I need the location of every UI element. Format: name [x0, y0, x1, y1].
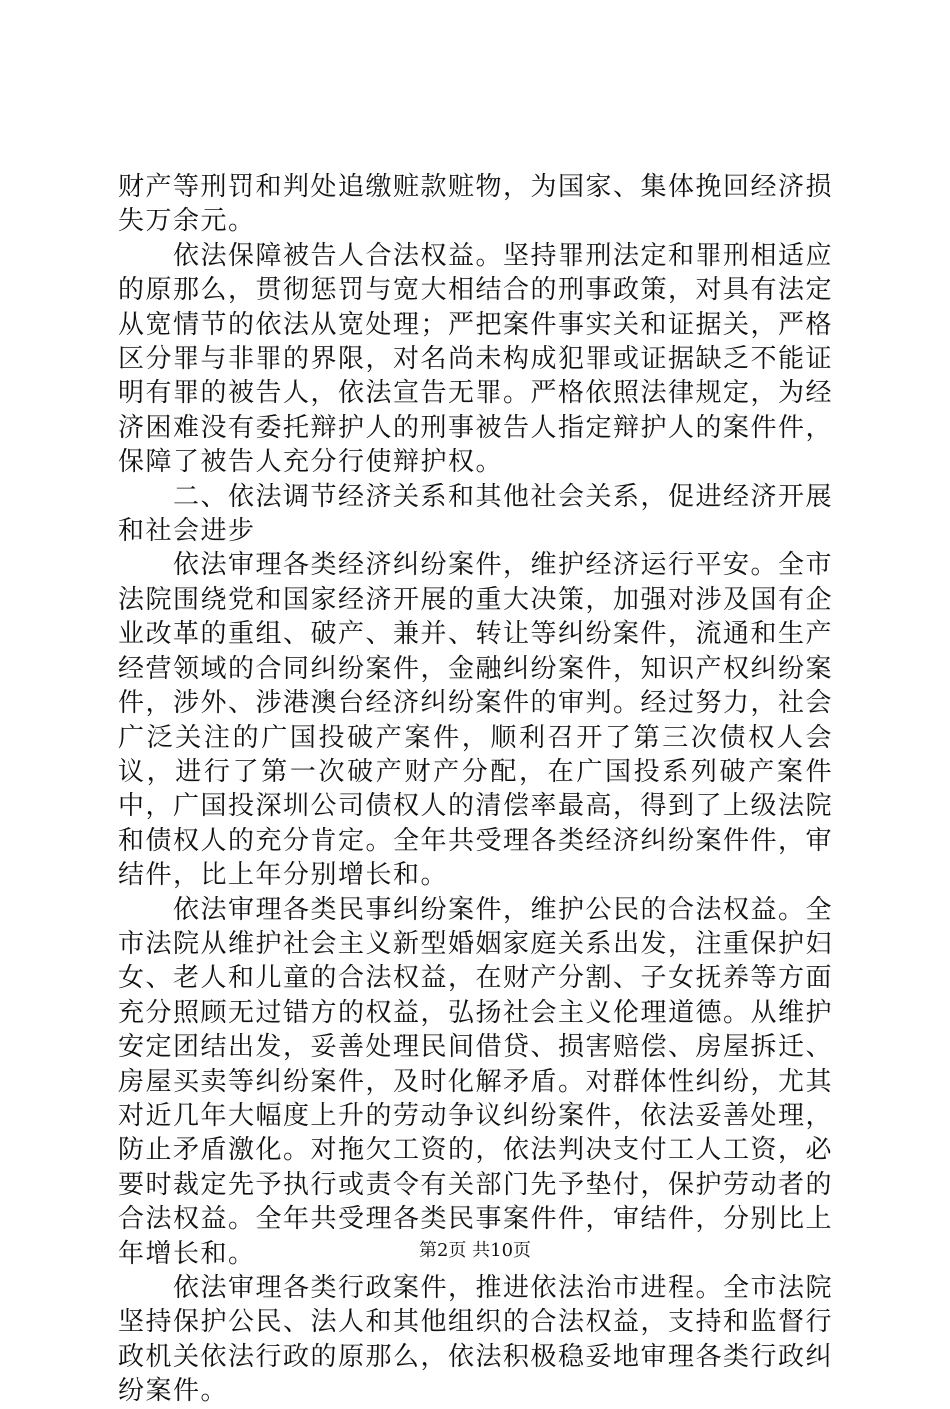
- paragraph-6: 依法审理各类行政案件，推进依法治市进程。全市法院坚持保护公民、法人和其他组织的合法权益，支持和监督行政机关依法行政的原那么，依法积极稳妥地审理各类行政纠纷案件。: [118, 1273, 834, 1407]
- paragraph-1: 财产等刑罚和判处追缴赃款赃物，为国家、集体挽回经济损失万余元。: [118, 172, 834, 237]
- page-number: 第2页 共10页: [418, 1240, 532, 1261]
- document-body: [118, 170, 833, 1409]
- paragraph-5: 依法审理各类民事纠纷案件，维护公民的合法权益。全市法院从维护社会主义新型婚姻家庭关系出发，注重保护妇女、老人和儿童的合法权益，在财产分割、子女抚养等方面充分照顾无过错方的权益，弘扬社会主义伦理道德。从维护安定团结出发，妥善处理民间借贷、损害赔偿、房屋拆迁、房屋买卖等纠纷案件，及时化解矛盾。对群体性纠纷，尤其对近几年大幅度上升的劳动争议纠纷案件，依法妥善处理，防止矛盾激化。对拖欠工资的，依法判决支付工人工资，必要时裁定先予执行或责令有关部门先予垫付，保护劳动者的合法权益。全年共受理各类民事案件件，审结件，分别比上年增长和。: [118, 894, 834, 1269]
- section-heading: 二、依法调节经济关系和其他社会关系，促进经济开展和社会进步: [118, 481, 834, 547]
- page-footer: [0, 1239, 950, 1263]
- paragraph-2: 依法保障被告人合法权益。坚持罪刑法定和罪刑相适应的原那么，贯彻惩罚与宽大相结合的刑事政策，对具有法定从宽情节的依法从宽处理；严把案件事实关和证据关，严格区分罪与非罪的界限，对名尚未构成犯罪或证据缺乏不能证明有罪的被告人，依法宣告无罪。严格依照法律规定，为经济困难没有委托辩护人的刑事被告人指定辩护人的案件件，保障了被告人充分行使辩护权。: [118, 240, 834, 478]
- paragraph-4: 依法审理各类经济纠纷案件，维护经济运行平安。全市法院围绕党和国家经济开展的重大决策，加强对涉及国有企业改革的重组、破产、兼并、转让等纠纷案件，流通和生产经营领域的合同纠纷案件，金融纠纷案件，知识产权纠纷案件，涉外、涉港澳台经济纠纷案件的审判。经过努力，社会广泛关注的广国投破产案件，顺利召开了第三次债权人会议，进行了第一次破产财产分配，在广国投系列破产案件中，广国投深圳公司债权人的清偿率最高，得到了上级法院和债权人的充分肯定。全年共受理各类经济纠纷案件件，审结件，比上年分别增长和。: [118, 550, 834, 891]
